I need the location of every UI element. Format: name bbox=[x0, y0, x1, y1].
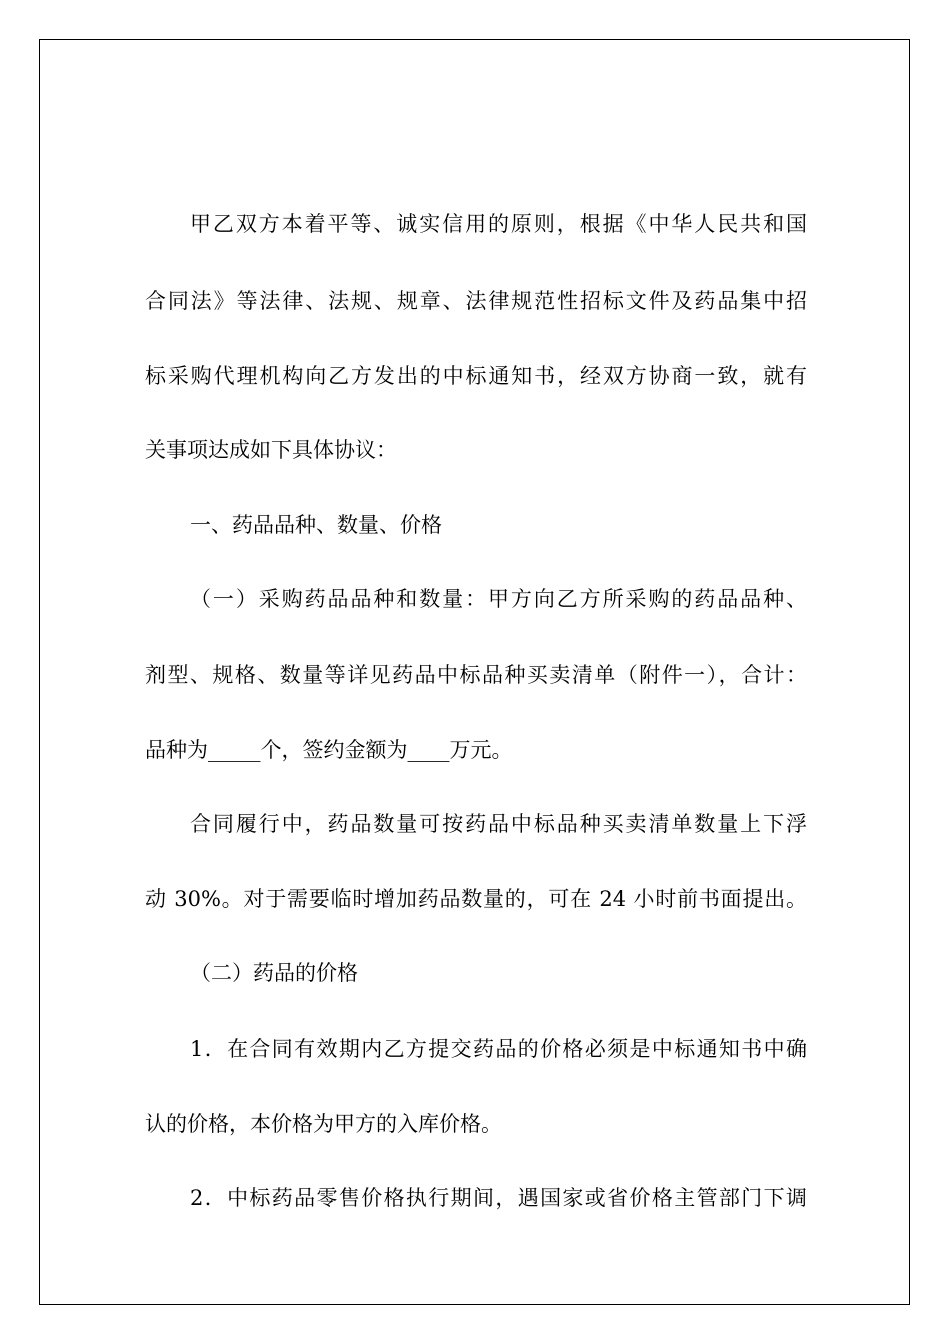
subsection-2-heading: （二）药品的价格 bbox=[190, 961, 358, 985]
price-item-1-line-2: 认的价格，本价格为甲方的入库价格。 bbox=[145, 1112, 502, 1136]
paragraph-preamble-line-4: 关事项达成如下具体协议： bbox=[145, 438, 397, 462]
paragraph-preamble-line-3: 标采购代理机构向乙方发出的中标通知书，经双方协商一致，就有 bbox=[145, 364, 807, 388]
paragraph-quantity-line-2: 动 30%。对于需要临时增加药品数量的，可在 24 小时前书面提出。 bbox=[145, 887, 807, 911]
price-item-1-line-1: 1．在合同有效期内乙方提交药品的价格必须是中标通知书中确 bbox=[190, 1037, 807, 1061]
subsection-1-line-2: 剂型、规格、数量等详见药品中标品种买卖清单（附件一），合计： bbox=[145, 663, 807, 687]
paragraph-quantity-line-1: 合同履行中，药品数量可按药品中标品种买卖清单数量上下浮 bbox=[190, 812, 807, 836]
subsection-1-line-3: 品种为_____个，签约金额为____万元。 bbox=[145, 738, 513, 762]
section-heading-1: 一、药品品种、数量、价格 bbox=[190, 513, 442, 537]
paragraph-preamble-line-2: 合同法》等法律、法规、规章、法律规范性招标文件及药品集中招 bbox=[145, 289, 807, 313]
subsection-1-line-1: （一）采购药品品种和数量：甲方向乙方所采购的药品品种、 bbox=[190, 587, 807, 611]
price-item-2-line-1: 2．中标药品零售价格执行期间，遇国家或省价格主管部门下调 bbox=[190, 1186, 807, 1210]
paragraph-preamble-line-1: 甲乙双方本着平等、诚实信用的原则，根据《中华人民共和国 bbox=[190, 212, 807, 236]
